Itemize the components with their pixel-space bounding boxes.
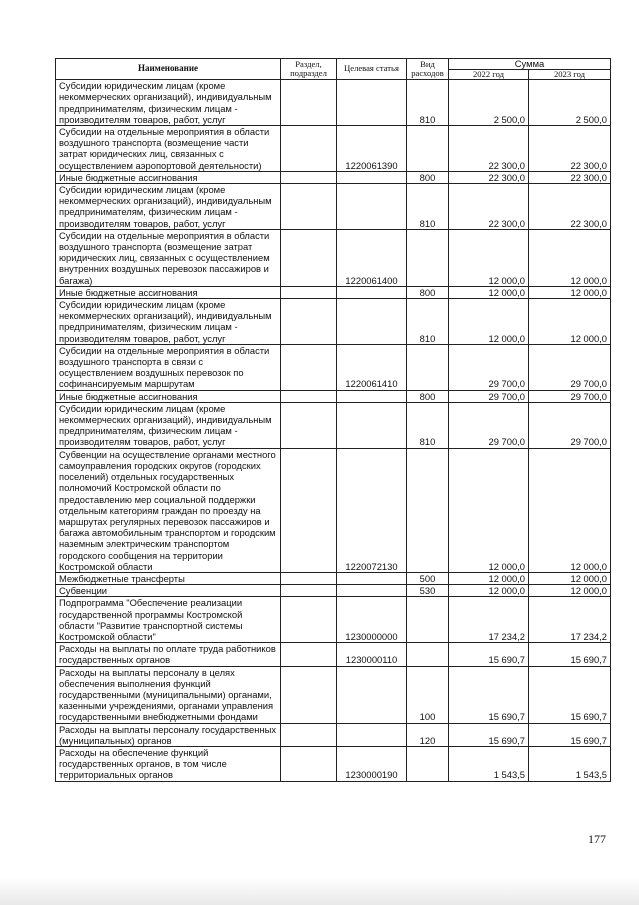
name-cell: Расходы на выплаты персоналу государственных (муниципальных) органов <box>56 723 281 746</box>
section-cell <box>281 344 337 390</box>
amount-2023-cell: 22 300,0 <box>529 126 611 172</box>
amount-2023-cell: 12 000,0 <box>529 229 611 286</box>
col-type-header: Вид расходов <box>407 59 449 80</box>
section-cell <box>281 746 337 781</box>
name-cell: Иные бюджетные ассигнования <box>56 286 281 298</box>
section-cell <box>281 184 337 230</box>
amount-2023-cell: 12 000,0 <box>529 572 611 584</box>
amount-2023-cell: 29 700,0 <box>529 390 611 402</box>
amount-2022-cell: 22 300,0 <box>449 126 529 172</box>
type-cell: 810 <box>407 402 449 448</box>
col-year-2022-header: 2022 год <box>449 69 529 80</box>
type-cell <box>407 126 449 172</box>
target-cell <box>337 299 407 345</box>
target-cell <box>337 171 407 183</box>
target-cell <box>337 572 407 584</box>
section-cell <box>281 402 337 448</box>
amount-2022-cell: 12 000,0 <box>449 286 529 298</box>
type-cell: 810 <box>407 299 449 345</box>
amount-2023-cell: 2 500,0 <box>529 80 611 126</box>
page-edge-shadow <box>0 877 639 905</box>
target-cell <box>337 402 407 448</box>
type-cell: 800 <box>407 390 449 402</box>
table-row <box>56 299 611 345</box>
amount-2023-cell: 15 690,7 <box>529 723 611 746</box>
name-cell: Иные бюджетные ассигнования <box>56 171 281 183</box>
section-cell <box>281 390 337 402</box>
amount-2023-cell: 29 700,0 <box>529 344 611 390</box>
type-cell: 810 <box>407 184 449 230</box>
table-row <box>56 597 611 643</box>
col-year-2023-header: 2023 год <box>529 69 611 80</box>
amount-2022-cell: 29 700,0 <box>449 402 529 448</box>
type-cell: 100 <box>407 666 449 723</box>
type-cell: 120 <box>407 723 449 746</box>
amount-2022-cell: 17 234,2 <box>449 597 529 643</box>
amount-2023-cell: 12 000,0 <box>529 585 611 597</box>
table-row <box>56 643 611 666</box>
name-cell: Расходы на выплаты персоналу в целях обеспечения выполнения функций государственными (муниципальными) органами, казенными учреждениями, органами управления государственными внебюджетными фондами <box>56 666 281 723</box>
type-cell <box>407 597 449 643</box>
table-row <box>56 184 611 230</box>
amount-2022-cell: 22 300,0 <box>449 171 529 183</box>
amount-2022-cell: 29 700,0 <box>449 390 529 402</box>
amount-2022-cell: 29 700,0 <box>449 344 529 390</box>
type-cell <box>407 344 449 390</box>
table-row <box>56 402 611 448</box>
type-cell: 800 <box>407 171 449 183</box>
amount-2022-cell: 12 000,0 <box>449 585 529 597</box>
section-cell <box>281 126 337 172</box>
table-row <box>56 448 611 572</box>
header-row <box>56 59 611 70</box>
section-cell <box>281 723 337 746</box>
section-cell <box>281 448 337 572</box>
name-cell: Субвенции <box>56 585 281 597</box>
amount-2023-cell: 29 700,0 <box>529 402 611 448</box>
type-cell <box>407 448 449 572</box>
amount-2022-cell: 12 000,0 <box>449 299 529 345</box>
amount-2022-cell: 12 000,0 <box>449 572 529 584</box>
amount-2022-cell: 15 690,7 <box>449 643 529 666</box>
table-row <box>56 390 611 402</box>
table-row <box>56 666 611 723</box>
table-row <box>56 746 611 781</box>
amount-2023-cell: 22 300,0 <box>529 171 611 183</box>
target-cell: 1230000000 <box>337 597 407 643</box>
amount-2022-cell: 12 000,0 <box>449 229 529 286</box>
target-cell <box>337 666 407 723</box>
section-cell <box>281 666 337 723</box>
amount-2022-cell: 1 543,5 <box>449 746 529 781</box>
section-cell <box>281 299 337 345</box>
section-cell <box>281 80 337 126</box>
table-row <box>56 126 611 172</box>
target-cell <box>337 184 407 230</box>
target-cell <box>337 80 407 126</box>
amount-2022-cell: 12 000,0 <box>449 448 529 572</box>
target-cell: 1220061410 <box>337 344 407 390</box>
col-target-header: Целевая статья <box>337 59 407 80</box>
amount-2023-cell: 12 000,0 <box>529 299 611 345</box>
name-cell: Субсидии юридическим лицам (кроме некоммерческих организаций), индивидуальным предпринимателям, физическим лицам - производителям товаров, работ, услуг <box>56 184 281 230</box>
target-cell: 1230000190 <box>337 746 407 781</box>
type-cell <box>407 746 449 781</box>
col-section-header: Раздел, подраздел <box>281 59 337 80</box>
type-cell: 800 <box>407 286 449 298</box>
type-cell <box>407 643 449 666</box>
section-cell <box>281 229 337 286</box>
section-cell <box>281 585 337 597</box>
target-cell: 1220061400 <box>337 229 407 286</box>
table-row <box>56 286 611 298</box>
amount-2022-cell: 2 500,0 <box>449 80 529 126</box>
amount-2023-cell: 12 000,0 <box>529 286 611 298</box>
name-cell: Субсидии юридическим лицам (кроме некоммерческих организаций), индивидуальным предпринимателям, физическим лицам - производителям товаров, работ, услуг <box>56 299 281 345</box>
name-cell: Субсидии на отдельные мероприятия в области воздушного транспорта (возмещение затрат юридических лиц, связанных с осуществлением внутренних воздушных перевозок пассажиров и багажа) <box>56 229 281 286</box>
target-cell: 1220072130 <box>337 448 407 572</box>
budget-table <box>55 58 611 782</box>
name-cell: Субвенции на осуществление органами местного самоуправления городских округов (городских поселений) отдельных государственных полномочий Костромской области по предоставлению мер социальной поддержки отдельным категориям граждан по проезду на маршрутах регулярных перевозок пассажиров и багажа автомобильным транспортом и городским наземным электрическим транспортом городского сообщения на территории Костромской области <box>56 448 281 572</box>
type-cell <box>407 229 449 286</box>
table-row <box>56 572 611 584</box>
amount-2023-cell: 17 234,2 <box>529 597 611 643</box>
name-cell: Расходы на обеспечение функций государственных органов, в том числе территориальных органов <box>56 746 281 781</box>
amount-2023-cell: 12 000,0 <box>529 448 611 572</box>
amount-2022-cell: 15 690,7 <box>449 666 529 723</box>
table-row <box>56 171 611 183</box>
amount-2022-cell: 15 690,7 <box>449 723 529 746</box>
name-cell: Иные бюджетные ассигнования <box>56 390 281 402</box>
amount-2023-cell: 15 690,7 <box>529 643 611 666</box>
section-cell <box>281 171 337 183</box>
amount-2023-cell: 15 690,7 <box>529 666 611 723</box>
type-cell: 530 <box>407 585 449 597</box>
name-cell: Субсидии юридическим лицам (кроме некоммерческих организаций), индивидуальным предпринимателям, физическим лицам - производителям товаров, работ, услуг <box>56 402 281 448</box>
name-cell: Межбюджетные трансферты <box>56 572 281 584</box>
type-cell: 810 <box>407 80 449 126</box>
name-cell: Подпрограмма "Обеспечение реализации государственной программы Костромской области "Развитие транспортной системы Костромской области" <box>56 597 281 643</box>
target-cell: 1220061390 <box>337 126 407 172</box>
table-row <box>56 585 611 597</box>
target-cell <box>337 390 407 402</box>
name-cell: Субсидии на отдельные мероприятия в области воздушного транспорта в связи с осуществлением воздушных перевозок по софинансируемым маршрутам <box>56 344 281 390</box>
table-row <box>56 80 611 126</box>
page-number: 177 <box>588 832 606 846</box>
name-cell: Субсидии на отдельные мероприятия в области воздушного транспорта (возмещение части затрат юридических лиц, связанных с осуществлением аэропортовой деятельности) <box>56 126 281 172</box>
section-cell <box>281 643 337 666</box>
amount-2022-cell: 22 300,0 <box>449 184 529 230</box>
name-cell: Расходы на выплаты по оплате труда работников государственных органов <box>56 643 281 666</box>
section-cell <box>281 597 337 643</box>
amount-2023-cell: 22 300,0 <box>529 184 611 230</box>
target-cell <box>337 286 407 298</box>
section-cell <box>281 286 337 298</box>
target-cell: 1230000110 <box>337 643 407 666</box>
name-cell: Субсидии юридическим лицам (кроме некоммерческих организаций), индивидуальным предпринимателям, физическим лицам - производителям товаров, работ, услуг <box>56 80 281 126</box>
col-sum-header: Сумма <box>449 59 611 70</box>
table-row <box>56 344 611 390</box>
section-cell <box>281 572 337 584</box>
col-name-header: Наименование <box>56 59 281 80</box>
table-row <box>56 723 611 746</box>
table-row <box>56 229 611 286</box>
type-cell: 500 <box>407 572 449 584</box>
target-cell <box>337 723 407 746</box>
target-cell <box>337 585 407 597</box>
amount-2023-cell: 1 543,5 <box>529 746 611 781</box>
